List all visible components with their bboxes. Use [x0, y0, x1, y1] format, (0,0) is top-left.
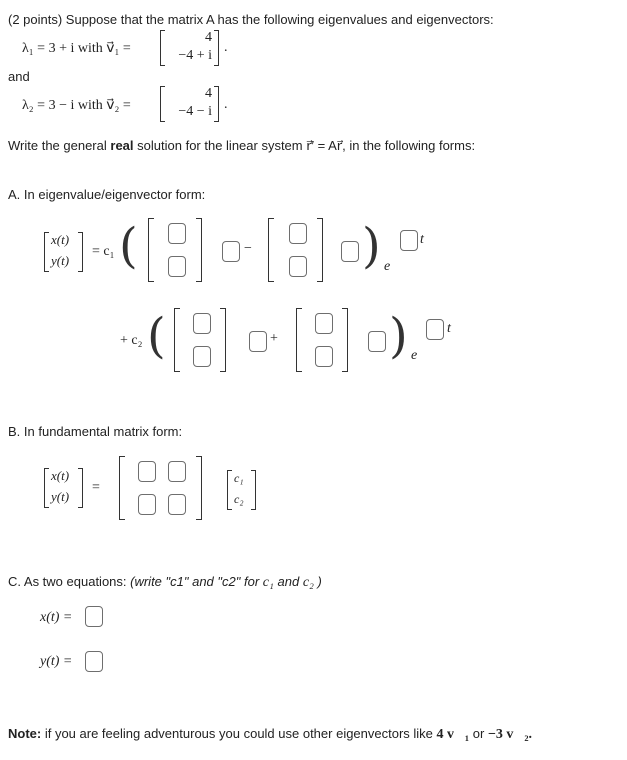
a-row1-vec1-left-bracket: [148, 218, 154, 282]
eigenvalue-1: λ₁ = 3 + i with v⃗₁ =: [22, 41, 131, 56]
a-row1-vec2-right-bracket: [317, 218, 323, 282]
part-c-heading: [8, 574, 322, 591]
note-alt1: 4 v⃗₁: [436, 727, 470, 742]
b-c2: c₂: [234, 492, 244, 506]
part-a-heading: A. In eigenvalue/eigenvector form:: [8, 187, 206, 202]
a-row1-left-paren: (: [119, 218, 138, 274]
a-row2-func1-input[interactable]: [249, 331, 267, 352]
c-y-input[interactable]: [85, 651, 103, 672]
a-row1-vec2-top-input[interactable]: [289, 223, 307, 244]
b-lhs-x: x(t): [51, 468, 70, 483]
c-x-label: x(t) =: [40, 610, 73, 625]
a-row1-vec1-right-bracket: [196, 218, 202, 282]
a-row2-left-paren: (: [147, 308, 166, 364]
a-plus-c2: + c₂: [120, 333, 143, 348]
a-row1-func2-input[interactable]: [341, 241, 359, 262]
b-lhs-left-bracket: [44, 468, 49, 508]
a-row2-vec2-right-bracket: [342, 308, 348, 372]
part-c-c1: c₁: [262, 575, 274, 590]
a-row2-plus: +: [270, 331, 278, 346]
task-pre: Write the general: [8, 138, 107, 153]
v2-left-bracket: [160, 86, 165, 122]
a-row2-vec2-left-bracket: [296, 308, 302, 372]
a-row1-vec1-top-input[interactable]: [168, 223, 186, 244]
b-matrix-r2c2-input[interactable]: [168, 494, 186, 515]
a-row2-func2-input[interactable]: [368, 331, 386, 352]
a-row2-vec1-bottom-input[interactable]: [193, 346, 211, 367]
note: [8, 726, 532, 743]
a-row1-vec2-bottom-input[interactable]: [289, 256, 307, 277]
b-c1: c₁: [234, 471, 244, 485]
b-matrix-r1c2-input[interactable]: [168, 461, 186, 482]
v2-bottom: −4 − i: [178, 104, 212, 119]
a-row2-e: e: [411, 348, 418, 363]
a-row1-minus: −: [244, 241, 252, 256]
b-c-right-bracket: [251, 470, 256, 510]
c-x-input[interactable]: [85, 606, 103, 627]
and-text: and: [8, 69, 30, 84]
a-row2-exp-input[interactable]: [426, 319, 444, 340]
a-row1-t: t: [420, 232, 424, 247]
b-c-left-bracket: [227, 470, 232, 510]
a-row1-vec2-left-bracket: [268, 218, 274, 282]
note-label: Note:: [8, 726, 42, 741]
a-row2-vec1-left-bracket: [174, 308, 180, 372]
task-text: [8, 138, 475, 154]
part-c-c2: c₂: [302, 575, 314, 590]
v1-top: 4: [205, 30, 212, 45]
a-row1-e: e: [384, 259, 391, 274]
note-alt2: −3 v⃗₂.: [487, 727, 533, 742]
b-matrix-r1c1-input[interactable]: [138, 461, 156, 482]
v1-right-bracket: [214, 30, 219, 66]
a-row1-exp-input[interactable]: [400, 230, 418, 251]
note-text: if you are feeling adventurous you could use other eigenvectors like: [44, 726, 433, 741]
v1-left-bracket: [160, 30, 165, 66]
a-row2-vec1-right-bracket: [220, 308, 226, 372]
v2-right-bracket: [214, 86, 219, 122]
task-bold: real: [110, 138, 134, 153]
c-y-label: y(t) =: [40, 654, 73, 669]
b-matrix-right-bracket: [196, 456, 202, 520]
a-row2-vec1-top-input[interactable]: [193, 313, 211, 334]
b-eq: =: [92, 480, 100, 495]
a-row2-vec2-top-input[interactable]: [315, 313, 333, 334]
a-row2-right-paren: ): [389, 308, 408, 364]
v2-top: 4: [205, 86, 212, 101]
part-b-heading: B. In fundamental matrix form:: [8, 424, 183, 439]
note-or: or: [472, 726, 485, 741]
b-matrix-left-bracket: [119, 456, 125, 520]
part-c-close: ): [317, 574, 322, 589]
period-2: .: [224, 97, 228, 112]
problem-intro: (2 points) Suppose that the matrix A has the following eigenvalues and eigenvectors:: [8, 12, 494, 27]
a-row2-t: t: [447, 321, 451, 336]
v1-bottom: −4 + i: [178, 48, 212, 63]
a-row1-right-paren: ): [362, 218, 381, 274]
a-lhs-x: x(t): [51, 232, 70, 247]
eigenvalue-2: λ₂ = 3 − i with v⃗₂ =: [22, 98, 131, 113]
period-1: .: [224, 40, 228, 55]
part-c-heading-pre: C. As two equations:: [8, 574, 127, 589]
a-row2-vec2-bottom-input[interactable]: [315, 346, 333, 367]
a-lhs-right-bracket: [78, 232, 83, 272]
a-lhs-y: y(t): [51, 253, 70, 268]
a-lhs-left-bracket: [44, 232, 49, 272]
part-c-and: and: [277, 574, 300, 589]
a-row1-func1-input[interactable]: [222, 241, 240, 262]
a-row1-vec1-bottom-input[interactable]: [168, 256, 186, 277]
b-lhs-right-bracket: [78, 468, 83, 508]
task-post: solution for the linear system r⃗′ = Ar⃗, in the following forms:: [137, 138, 476, 153]
a-eq-c1: = c₁: [92, 244, 115, 259]
b-matrix-r2c1-input[interactable]: [138, 494, 156, 515]
part-c-heading-italic: (write "c1" and "c2" for: [130, 574, 260, 589]
b-lhs-y: y(t): [51, 489, 70, 504]
